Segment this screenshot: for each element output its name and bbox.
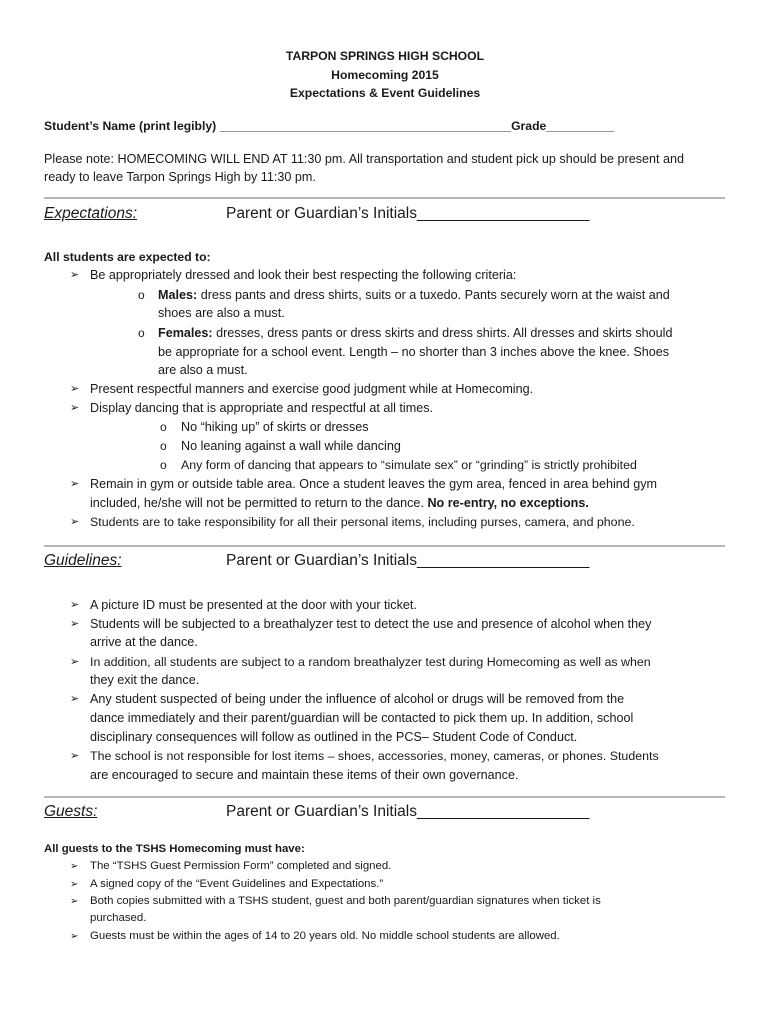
dancing-rule-3: Any form of dancing that appears to “simulate sex” or “grinding” is strictly prohibited bbox=[181, 458, 637, 472]
no-reentry-notice: No re-entry, no exceptions. bbox=[427, 496, 589, 510]
circle-bullet-icon: o bbox=[160, 439, 167, 453]
guests-initials-field: Parent or Guardian’s Initials____________________ bbox=[226, 803, 590, 820]
guideline-picture-id: A picture ID must be presented at the door with your ticket. bbox=[90, 598, 417, 612]
guest-requirement-age: Guests must be within the ages of 14 to 20 years old. No middle school students are allowed. bbox=[90, 930, 560, 942]
expectation-manners: Present respectful manners and exercise good judgment while at Homecoming. bbox=[90, 382, 534, 396]
arrow-bullet-icon: ➢ bbox=[70, 656, 80, 668]
guidelines-initials-field: Parent or Guardian’s Initials____________________ bbox=[226, 552, 590, 569]
note-line-2: ready to leave Tarpon Springs High by 11:30 pm. bbox=[44, 170, 316, 184]
guideline-lost-items-line-2: are encouraged to secure and maintain these items of their own governance. bbox=[90, 768, 519, 782]
expectations-heading: Expectations: bbox=[44, 205, 138, 222]
note-line-1: Please note: HOMECOMING WILL END AT 11:30 pm. All transportation and student pick up should be present and bbox=[44, 152, 685, 166]
males-criteria-line-1: Males: dress pants and dress shirts, suits or a tuxedo. Pants securely worn at the waist and bbox=[158, 288, 670, 302]
guideline-influence-line-2: dance immediately and their parent/guardian will be contacted to pick them up. In addition, school bbox=[90, 711, 634, 725]
females-criteria-line-2: be appropriate for a school event. Length – no shorter than 3 inches above the knee. Shoes bbox=[158, 345, 670, 359]
section-divider bbox=[44, 545, 725, 547]
arrow-bullet-icon: ➢ bbox=[70, 618, 80, 630]
circle-bullet-icon: o bbox=[138, 326, 145, 340]
expectations-intro: All students are expected to: bbox=[44, 250, 211, 264]
guest-requirement-submission-line-1: Both copies submitted with a TSHS student, guest and both parent/guardian signatures when ticket is bbox=[90, 895, 601, 907]
guideline-influence-line-1: Any student suspected of being under the influence of alcohol or drugs will be removed from the bbox=[90, 692, 625, 706]
guest-requirement-copy: A signed copy of the “Event Guidelines and Expectations.” bbox=[90, 878, 384, 890]
section-divider bbox=[44, 197, 725, 199]
student-name-label: Student’s Name (print legibly) ___________________________________________ bbox=[44, 119, 512, 133]
expectations-initials-field: Parent or Guardian’s Initials____________________ bbox=[226, 205, 590, 222]
school-name: TARPON SPRINGS HIGH SCHOOL bbox=[285, 49, 485, 63]
arrow-bullet-icon: ➢ bbox=[70, 402, 80, 414]
grade-label: Grade__________ bbox=[511, 119, 615, 133]
expectation-dancing: Display dancing that is appropriate and respectful at all times. bbox=[90, 401, 434, 415]
expectation-remain-line-2: included, he/she will not be permitted to return to the dance. No re-entry, no exceptions. bbox=[90, 496, 589, 510]
guideline-random-test-line-1: In addition, all students are subject to a random breathalyzer test during Homecoming as well as when bbox=[90, 655, 651, 669]
expectation-personal-items: Students are to take responsibility for all their personal items, including purses, camera, and phone. bbox=[90, 515, 635, 529]
expectation-dress: Be appropriately dressed and look their best respecting the following criteria: bbox=[90, 268, 517, 282]
arrow-bullet-icon: ➢ bbox=[70, 896, 79, 907]
guest-requirement-submission-line-2: purchased. bbox=[90, 912, 147, 924]
guest-requirement-form: The “TSHS Guest Permission Form” completed and signed. bbox=[90, 860, 392, 872]
arrow-bullet-icon: ➢ bbox=[70, 693, 80, 705]
dancing-rule-1: No “hiking up” of skirts or dresses bbox=[181, 420, 369, 434]
arrow-bullet-icon: ➢ bbox=[70, 269, 80, 281]
circle-bullet-icon: o bbox=[160, 420, 167, 434]
arrow-bullet-icon: ➢ bbox=[70, 383, 80, 395]
guideline-influence-line-3: disciplinary consequences will follow as outlined in the PCS– Student Code of Conduct. bbox=[90, 730, 578, 744]
arrow-bullet-icon: ➢ bbox=[70, 931, 79, 942]
arrow-bullet-icon: ➢ bbox=[70, 599, 80, 611]
student-name-line bbox=[44, 117, 614, 135]
arrow-bullet-icon: ➢ bbox=[70, 516, 80, 528]
section-divider bbox=[44, 796, 725, 798]
document-subtitle: Expectations & Event Guidelines bbox=[289, 86, 481, 100]
arrow-bullet-icon: ➢ bbox=[70, 478, 80, 490]
males-criteria-line-2: shoes are also a must. bbox=[158, 306, 285, 320]
dancing-rule-2: No leaning against a wall while dancing bbox=[181, 439, 401, 453]
event-name: Homecoming 2015 bbox=[331, 67, 439, 82]
arrow-bullet-icon: ➢ bbox=[70, 750, 80, 762]
guidelines-heading: Guidelines: bbox=[44, 552, 122, 569]
guideline-breathalyzer-line-1: Students will be subjected to a breathalyzer test to detect the use and presence of alcohol when they bbox=[90, 617, 652, 631]
expectation-remain-line-1: Remain in gym or outside table area. Once a student leaves the gym area, fenced in area behind gym bbox=[90, 477, 658, 491]
arrow-bullet-icon: ➢ bbox=[70, 879, 79, 890]
circle-bullet-icon: o bbox=[160, 458, 167, 472]
females-criteria-line-1: Females: dresses, dress pants or dress skirts and dress shirts. All dresses and skirts should bbox=[158, 326, 673, 340]
guests-intro: All guests to the TSHS Homecoming must have: bbox=[44, 843, 305, 855]
arrow-bullet-icon: ➢ bbox=[70, 861, 79, 872]
guideline-breathalyzer-line-2: arrive at the dance. bbox=[90, 635, 198, 649]
females-label: Females: bbox=[158, 326, 213, 340]
females-criteria-line-3: are also a must. bbox=[158, 363, 248, 377]
document-header bbox=[0, 47, 770, 103]
guideline-random-test-line-2: they exit the dance. bbox=[90, 673, 200, 687]
guideline-lost-items-line-1: The school is not responsible for lost items – shoes, accessories, money, cameras, or phones. Students bbox=[90, 749, 659, 763]
males-label: Males: bbox=[158, 288, 198, 302]
guests-heading: Guests: bbox=[44, 803, 98, 820]
circle-bullet-icon: o bbox=[138, 288, 145, 302]
